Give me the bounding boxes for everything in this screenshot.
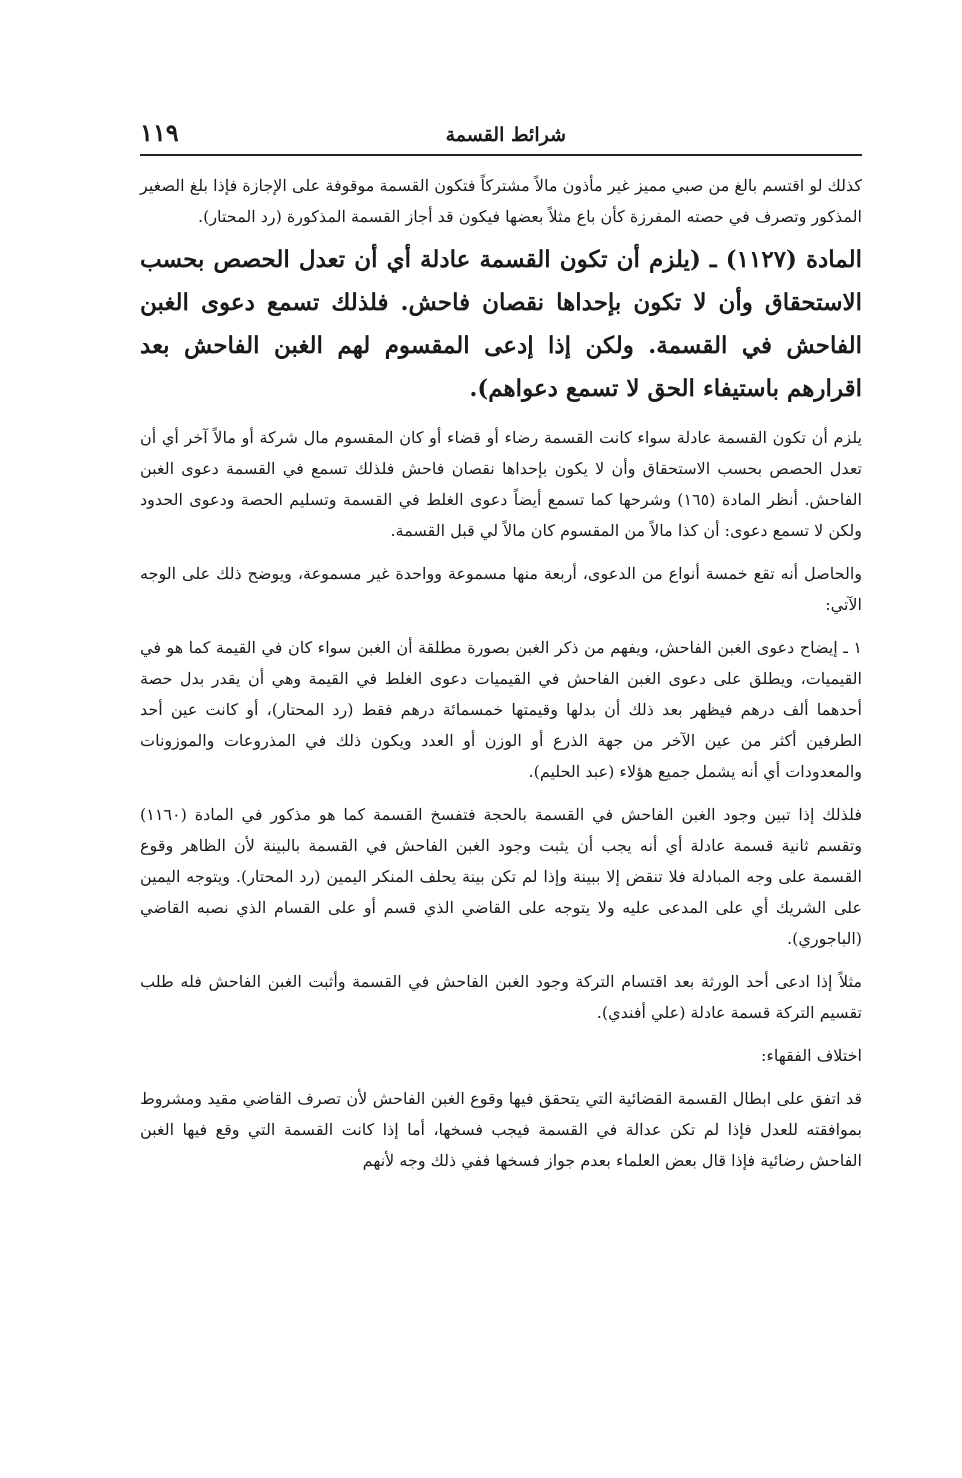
running-title: شرائط القسمة (445, 124, 566, 146)
page-number: ١١٩ (140, 118, 179, 147)
article-1127-text: المادة (١١٢٧) ـ (يلزم أن تكون القسمة عادلة أي أن تعدل الحصص بحسب الاستحقاق وأن لا تكون بإحداها نقصان فاحش. فلذلك تسمع دعوى الغبن الفاحش في القسمة. ولكن إذا إدعى المقسوم لهم الغبن الفاحش بعد اقرارهم باستيفاء الحق لا تسمع دعواهم). (140, 246, 862, 402)
commentary-paragraph: فلذلك إذا تبين وجود الغبن الفاحش في القسمة بالحجة فتفسخ القسمة كما هو مذكور في المادة (١١٦٠) وتقسم ثانية قسمة عادلة أي أنه يجب أن يثبت وجود الغبن الفاحش في القسمة بالبينة لأن الظاهر وقوع القسمة على وجه المبادلة فلا تنقض إلا ببينة وإذا لم تكن بينة يحلف المنكر اليمين (رد المحتار). ويتوجه اليمين على الشريك أي على المدعى عليه ولا يتوجه على القاضي الذي قسم أو على القسام الذي نصبه القاضي (الباجوري). (140, 805, 863, 948)
section-subheading: اختلاف الفقهاء: (760, 1046, 862, 1065)
paragraph-continuation: كذلك لو اقتسم بالغ من صبي مميز غير مأذون مالاً مشتركاً فتكون القسمة موقوفة على الإجازة فإذا بلغ الصغير المذكور وتصرف في حصته المفرزة كأن باع مثلاً بعضها فيكون قد أجاز القسمة المذكورة (رد المحتار). (140, 176, 863, 226)
header-rule (140, 154, 862, 156)
page-header (140, 118, 862, 152)
commentary-paragraph: قد اتفق على ابطال القسمة القضائية التي يتحقق فيها وقوع الغبن الفاحش لأن تصرف القاضي مقيد ومشروط بموافقته للعدل فإذا لم تكن عدالة في القسمة فيجب فسخها، أما إذا كانت القسمة التي وقع فيها الغبن الفاحش رضائية فإذا قال بعض العلماء بعدم جواز فسخها ففي ذلك وجه لأنهم (140, 1089, 862, 1170)
commentary-paragraph: يلزم أن تكون القسمة عادلة سواء كانت القسمة رضاء أو قضاء أو كان المقسوم مال شركة أو مالاً آخر أي أن تعدل الحصص بحسب الاستحقاق وأن لا يكون بإحداها نقصان فاحش فلذلك تسمع في القسمة دعوى الغبن الفاحش. أنظر المادة (١٦٥) وشرحها كما تسمع أيضاً دعوى الغلط في القسمة وتسليم الحصة ودعوى الحدود ولكن لا تسمع دعوى: أن كذا مالاً من المقسوم كان مالاً لي قبل القسمة. (140, 428, 863, 540)
commentary-paragraph: مثلاً إذا ادعى أحد الورثة بعد اقتسام التركة وجود الغبن الفاحش في القسمة وأثبت الغبن الفاحش فله طلب تقسيم التركة قسمة عادلة (علي أفندي). (140, 972, 862, 1022)
commentary-paragraph: ١ ـ إيضاح دعوى الغبن الفاحش، ويفهم من ذكر الغبن بصورة مطلقة أن الغبن سواء كان في القيمة كما هو في القيميات، ويطلق على دعوى الغبن الفاحش في القيميات دعوى الغلط في القيمة وهي أن يقدر بدل حصة أحدهما ألف درهم فيظهر بعد ذلك أن بدلها وقيمتها خمسمائة درهم فقط (رد المحتار)، أو كانت عين أحد الطرفين أكثر من عين الآخر من جهة الذرع أو الوزن أو العدد ويكون ذلك في المذروعات والموزونات والمعدودات أي أنه يشمل جميع هؤلاء (عبد الحليم). (140, 638, 862, 781)
commentary-paragraph: والحاصل أنه تقع خمسة أنواع من الدعوى، أربعة منها مسموعة وواحدة غير مسموعة، ويوضح ذلك على الوجه الآتي: (140, 564, 862, 614)
body-text (140, 170, 862, 1188)
